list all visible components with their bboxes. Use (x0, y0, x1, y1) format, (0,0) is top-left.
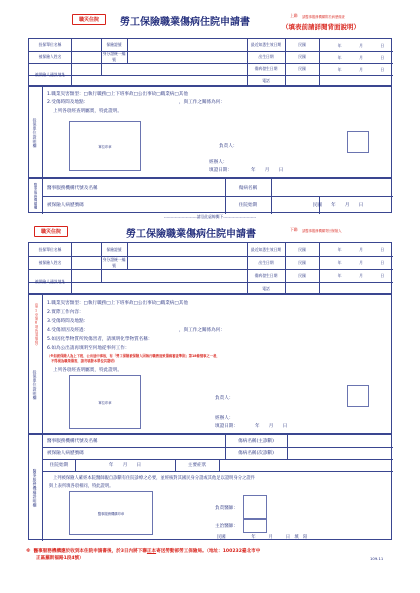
cert-item-3: 3.受傷時間及地點： (47, 319, 89, 324)
fill-date-label: 填證日期： (215, 424, 238, 429)
fill-note: （填表前請詳閱背面說明） (282, 23, 360, 31)
responsible-doctor-label: 負責醫師： (215, 506, 238, 511)
info-grid (28, 242, 392, 294)
top-copy-section (28, 8, 392, 213)
hospital-bottom-box (28, 434, 392, 540)
insured-unit-code-label: 保險證號 (106, 42, 122, 47)
phone-label: 電話 (262, 285, 270, 291)
diagnosis-label: 傷病名稱 (238, 185, 258, 191)
insured-unit-code-label: 保險證號 (106, 246, 122, 252)
secondary-diagnosis-label: 傷病名稱(次診斷) (238, 451, 274, 456)
cert-item-2: 2.實際工作內容： (47, 310, 84, 315)
unit-stamp-box: 單位印章 (69, 375, 141, 429)
hospital-side-label: 醫事服務機構欄 (29, 179, 43, 214)
logo-badge (34, 226, 68, 237)
hospital-cert-line-2: 與上表所填各項相同，特此證明。 (49, 484, 114, 489)
admission-start-date: 民國 年 月 日 (312, 203, 364, 208)
injury-date-label: 傷病發生日期 (254, 272, 278, 278)
unit-stamp-box: 單位印章 (69, 121, 141, 171)
birth-date-label: 出生日期 (258, 259, 274, 265)
patient-name-label: 被保險人姓名 (38, 54, 62, 59)
insured-unit-name-label: 投保單位名稱 (38, 246, 62, 252)
address-label: 被保險人通訊地址 (34, 72, 66, 77)
logo-badge (72, 14, 106, 25)
first-visit-label: 最近知悉生效日期 (250, 42, 282, 47)
date-ymd: 年 月 日 (337, 42, 385, 48)
hospital-stamp-box: 醫事服務機構印章 (69, 491, 153, 535)
responsible-stamp-box (347, 131, 369, 153)
unit-cert-box (28, 294, 392, 434)
handler-label: 經辦人： (215, 416, 234, 421)
copy-note: 請醫事服務機構附於病歷備查 (302, 14, 345, 19)
phone-label: 電話 (262, 78, 270, 83)
fill-date-label: 填證日期： (209, 168, 232, 173)
logo-text: 職災住院 (78, 17, 99, 23)
responsible-label: 負責人： (219, 144, 238, 149)
roc-label: 民國 (298, 246, 306, 252)
bottom-copy-section (28, 222, 392, 547)
hospital-code-label: 醫事服務機構代號及名稱 (47, 439, 98, 444)
id-no-label: 身分證統一編號 (102, 51, 126, 62)
copy-note: 請醫事服務機構寄回保險人 (302, 228, 342, 233)
copy-label: 上聯 (290, 13, 298, 18)
cert-statement: 上列各項經查明屬實，特此證明。 (53, 368, 122, 373)
injury-date-label: 傷病發生日期 (254, 66, 278, 71)
info-grid (28, 38, 392, 86)
cert-statement: 上列各項經查明屬實，特此證明。 (53, 109, 122, 114)
address-label: 被保險人通訊地址 (34, 279, 66, 284)
birth-date-label: 出生日期 (258, 54, 274, 59)
first-visit-label: 最近知悉生效日期 (250, 246, 282, 252)
warning-line-2: 不得視為職業傷害，請勿填發本單位其證明） (51, 359, 117, 363)
hospital-code-label: 醫事服務機構代號及名稱 (47, 185, 98, 191)
date-ymd: 年 月 日 (337, 273, 385, 278)
date-ymd: 年 月 日 (337, 66, 385, 72)
cert-item-2: 2.受傷時間及地點： (47, 100, 89, 105)
roc-label: 民國 (298, 259, 306, 265)
insured-unit-name-label: 投保單位名稱 (38, 42, 62, 47)
handler-label: 經辦人： (209, 160, 228, 165)
fill-date-tail: 年 月 日 (255, 424, 288, 429)
footer-note: ※ 醫事服務機構應於收到本住院申請書後，於3日內將下聯正本寄送勞動部勞工保險局。（地址：100232臺北市中 正區羅斯福路1段4號） (26, 549, 261, 561)
cert-item-2b: ，與工作之關係為何： (179, 100, 225, 105)
admission-start-date: 年 月 日 (108, 463, 142, 468)
footer-highlight: 正本 (146, 549, 157, 554)
unit-cert-side-label: 投保單位證明欄 (29, 87, 43, 179)
cert-item-5: 5.如因化學物質所致傷害者，請填明化學物質名稱： (47, 337, 153, 342)
patient-name-label: 被保險人姓名 (38, 259, 62, 265)
admission-start-label: 住院始期 (238, 203, 258, 208)
hospital-fill-date: 民國 年 月 日 填 寫 (217, 535, 308, 540)
main-diagnosis-label: 傷病名稱(主診斷) (238, 439, 274, 444)
form-title: 勞工保險職業傷病住院申請書 (120, 17, 250, 28)
copy-label: 下聯 (290, 227, 298, 232)
medical-record-label: 被保險人病歷號碼 (47, 203, 84, 208)
cert-item-4: 4.受傷原因及經過： (47, 328, 89, 333)
responsible-label: 負責人： (215, 396, 234, 401)
responsible-doctor-stamp-box (243, 495, 267, 519)
responsible-stamp-box (347, 385, 369, 407)
cert-item-4b: ，與工作之關係為何： (179, 328, 225, 333)
cert-item-1: 1.職業災害類型：□執行職務□上下班事故□公出事故□職業病□其他 (47, 301, 188, 306)
attending-doctor-label: 主治醫師： (215, 524, 238, 529)
date-ymd: 年 月 日 (337, 247, 385, 252)
side-note: （第1至第6項皆須填寫） (34, 301, 38, 348)
unit-cert-side-label: 投保單位證明欄 (29, 295, 43, 435)
roc-label: 民國 (298, 66, 306, 71)
roc-label: 民國 (298, 54, 306, 59)
hospital-side-label: 醫事服務機構證明欄 (29, 435, 43, 541)
hospital-cert-line-1: 上列被保險人確經本院醫師親自診斷有住院診療之必要，並經核對其國民身分證或其他足以證明身分之證件 (53, 476, 255, 481)
roc-label: 民國 (298, 42, 306, 47)
date-ymd: 年 月 日 (337, 260, 385, 265)
main-symptoms-label: 主要症狀 (187, 463, 207, 468)
form-version: 109.11 (370, 556, 384, 561)
roc-label: 民國 (298, 272, 306, 278)
unit-cert-box (28, 86, 392, 178)
footer-star: ※ (26, 549, 31, 554)
cert-item-1: 1.職業災害類型：□執行職務□上下班事故□公出事故□職業病□其他 (47, 92, 188, 97)
cert-item-6: 6.如為公出請再填明至何地從事何工作： (47, 346, 130, 351)
date-ymd: 年 月 日 (337, 54, 385, 60)
attending-doctor-stamp-box (243, 519, 267, 533)
id-no-label: 身分證統一編號 (102, 256, 126, 268)
admission-start-label: 住院始期 (49, 463, 69, 468)
medical-record-label: 被保險人病歷號碼 (47, 451, 84, 456)
hospital-top-box (28, 178, 392, 213)
cut-line: ------------------------請沿此虛線撕下------------------------ (163, 214, 257, 219)
form-title: 勞工保險職業傷病住院申請書 (126, 229, 256, 240)
logo-text: 職災住院 (40, 229, 61, 235)
warning-line-1: （※如被保險人為上下班、公出途中事故，有「勞工保險被保險人因執行職務而致傷病審查準則」第18條情事之一者， (47, 354, 220, 358)
fill-date-tail: 年 月 日 (251, 168, 284, 173)
